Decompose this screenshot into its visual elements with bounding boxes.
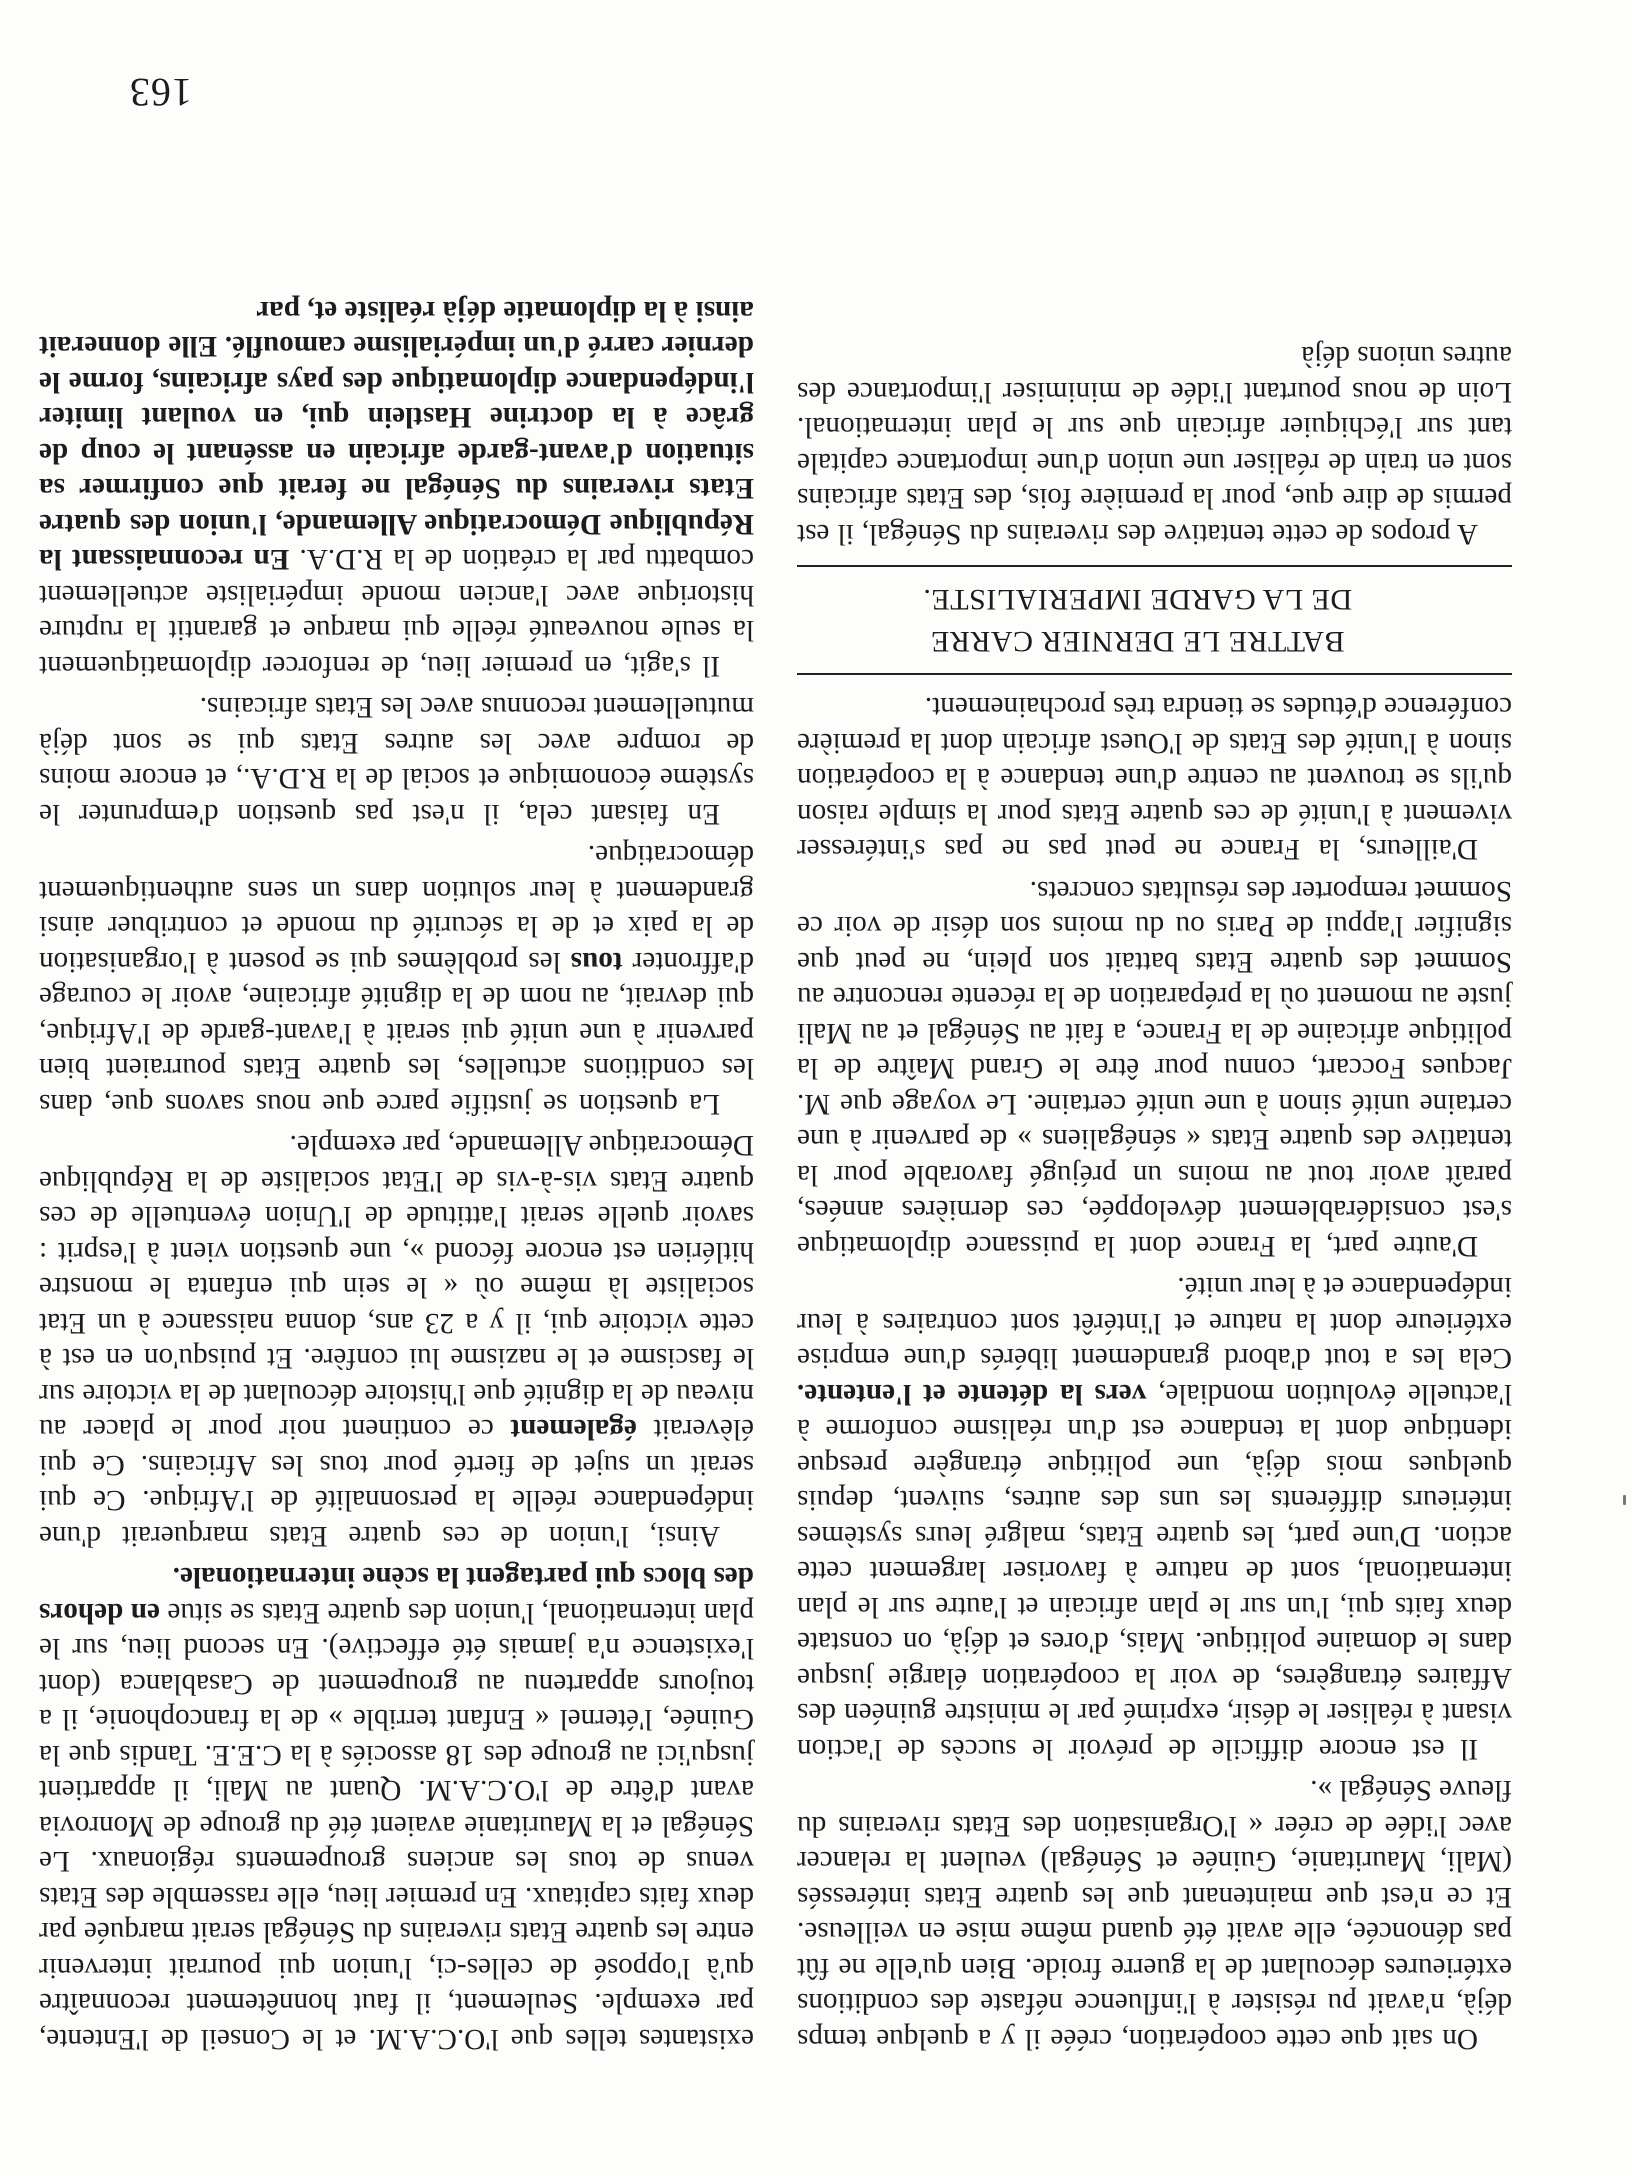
- paragraph-text: Il est encore difficile de prévoir le succès de l'action visant à réaliser le désir, exprimé par le ministre guinéen des Affaires étrangères, de voir la coopération élargie jusque dans le domaine politique. Mais, d'ores et déjà, on constate deux faits qui, l'un sur le plan africain et l'autre sur le plan international, sont de nature à favoriser largement cette action. D'une part, les quatre Etats, malgré leurs systèmes intérieurs différents les uns des autres, suivent, depuis quelques mois déjà, une politique étrangère presque identique dont la tendance est d'un réalisme conforme à l'actuelle évolution mondiale,: [797, 1378, 1512, 1765]
- paragraph-text: ce continent noir pour le placer au niveau de la dignité que l'histoire découlant de la victoire sur le fascisme et le nazisme lui confère. Et puisqu'on en est à cette victoire qui, il y a 23 ans, donna naissance à un Etat socialiste là même où « le sein qui enfanta le monstre hitlérien est encore fécond », une question vient à l'esprit : savoir quelle serait l'attitude de l'Union éventuelle de ces quatre Etats vis-à-vis de l'Etat socialiste de la République Démocratique Allemande, par exemple.: [38, 1129, 754, 1446]
- section-heading-line-2: DE LA GARDE IMPERIALISTE.: [922, 583, 1353, 616]
- page-number: 163: [129, 70, 192, 115]
- bold-phrase: également: [510, 1413, 637, 1446]
- section-heading-line-1: BATTRE LE DERNIER CARRE: [930, 625, 1345, 658]
- paragraph-text: les problèmes qui se posent à l'organisation de la paix et de la sécurité du monde et contribuer ainsi grandement à leur solution dans un sens authentiquement démocratique.: [38, 839, 754, 978]
- paragraph-text: Cela les a tout d'abord grandement libérés d'une emprise extérieure dont la nature et l'intérêt sont contraires à leur indépendance et à leur unité.: [797, 1271, 1512, 1375]
- paragraph: [797, 1269, 1512, 1766]
- paragraph: [39, 1127, 754, 1553]
- paragraph-text: La question se justifie parce que nous savons que, dans les conditions actuelles, les quatre Etats pourraient bien parvenir à une unité qui serait à l'avant-garde de l'Afrique, qui devrait, au nom de la dignité africaine, avoir le courage d'affronter: [39, 946, 754, 1120]
- bold-phrase: tous: [570, 946, 623, 978]
- bold-phrase: vers la détente et l'entente.: [796, 1378, 1147, 1410]
- paragraph: [39, 293, 754, 684]
- bold-phrase: en dehors des blocs qui partagent la scène internationale.: [39, 1561, 754, 1629]
- right-column: [39, 287, 754, 2057]
- paragraph: A propos de cette tentative des riverains du Sénégal, il est permis de dire que, pour la première fois, des Etats africains sont en train de réaliser une union d'une importance capitale tant sur l'échiquier africain que sur le plan international. Loin de nous pourtant l'idée de minimiser l'importance des autres unions déjà: [797, 340, 1512, 550]
- bold-phrase: En reconnaissant la République Démocratique Allemande, l'union des quatre Etats riverains du Sénégal ne ferait que confirmer sa situation d'avant-garde africain en assénant le coup de grâce à la doctrine Hastlein qui, en voulant limiter l'indépendance diplomatique des pays africains, forme le dernier carré d'un impérialisme camouflé. Elle donnerait ainsi à la diplomatie déjà réaliste et, par: [39, 295, 754, 576]
- section-rule-bottom: [797, 565, 1512, 567]
- section-rule-top: [797, 673, 1512, 675]
- paragraph: En faisant cela, il n'est pas question d'emprunter le système économique et social de la R.D.A., et encore moins de rompre avec les autres Etats qui se sont déjà mutuellement reconnus avec les Etats africains.: [39, 691, 754, 830]
- paragraph: [39, 1559, 754, 2056]
- left-column: [797, 332, 1512, 2056]
- paragraph-text: Ainsi, l'union de ces quatre Etats marquerait d'une indépendance réelle la personnalité de l'Afrique. Ce qui serait un sujet de fierté pour tous les Africains. Ce qui élèverait: [39, 1413, 754, 1552]
- paragraph: D'ailleurs, la France ne peut pas ne pas s'intéresser vivement à l'unité de ces quatre Etats pour la simple raison qu'ils se trouvent au centre d'une tendance à la coopération sinon à l'unité des Etats de l'Ouest africain dont la première conférence d'études se tiendra très prochainement.: [797, 691, 1512, 866]
- paragraph-text: Il s'agit, en premier lieu, de renforcer diplomatiquement la seule nouveauté réelle qui marque et garantit la rupture historique avec l'ancien monde impérialiste actuellement combattu par la création de la R.D.A.: [39, 543, 754, 682]
- paragraph: On sait que cette coopération, créée il y a quelque temps déjà, n'avait pu résister à l'influence néfaste des conditions extérieures découlant de la guerre froide. Bien qu'elle ne fût pas dénoncée, elle avait été quand même mise en veilleuse. Et ce n'est que maintenant que les quatre Etats intéressés (Mali, Mauritanie, Guinée et Sénégal) veulent la relancer avec l'idée de créer « l'Organisation des Etats riverains du fleuve Sénégal ».: [797, 1774, 1512, 2055]
- paragraph: [39, 837, 754, 1121]
- scan-speck: [1623, 1495, 1626, 1505]
- paragraph: D'autre part, la France dont la puissance diplomatique s'est considérablement développée, ces dernières années, paraît avoir tout au moins un préjugé favorable pour la tentative des quatre Etats « sénégaliens » de parvenir à une certaine unité sinon à une unité certaine. Le voyage que M. Jacques Foccart, connu pour être le Grand Maître de la politique africaine de la France, a fait au Sénégal et au Mali juste au moment où la préparation de la récente rencontre au Sommet des quatre Etats battait son plein, ne peut que signifier l'appui de Paris ou du moins son désir de voir ce Sommet remporter des résultats concrets.: [797, 875, 1512, 1262]
- paragraph-text: existantes telles que l'O.C.A.M. et le Conseil de l'Entente, par exemple. Seulement, il faut honnêtement reconnaître qu'à l'opposé de celles-ci, l'union qui pourrait intervenir entre les quatre Etats riverains du Sénégal serait marquée par deux faits capitaux. En premier lieu, elle rassemble des Etats venus de tous les anciens groupements régionaux. Le Sénégal et la Mauritanie avaient été du groupe de Monrovia avant d'être de l'O.C.A.M. Quant au Mali, il appartient jusqu'ici au groupe des 18 associés à la C.E.E. Tandis que la Guinée, l'éternel « Enfant terrible » de la francophonie, il a toujours appartenu au groupement de Casablanca (dont l'existence n'a jamais été effective). En second lieu, sur le plan international, l'union des quatre Etats se situe: [39, 1597, 754, 2055]
